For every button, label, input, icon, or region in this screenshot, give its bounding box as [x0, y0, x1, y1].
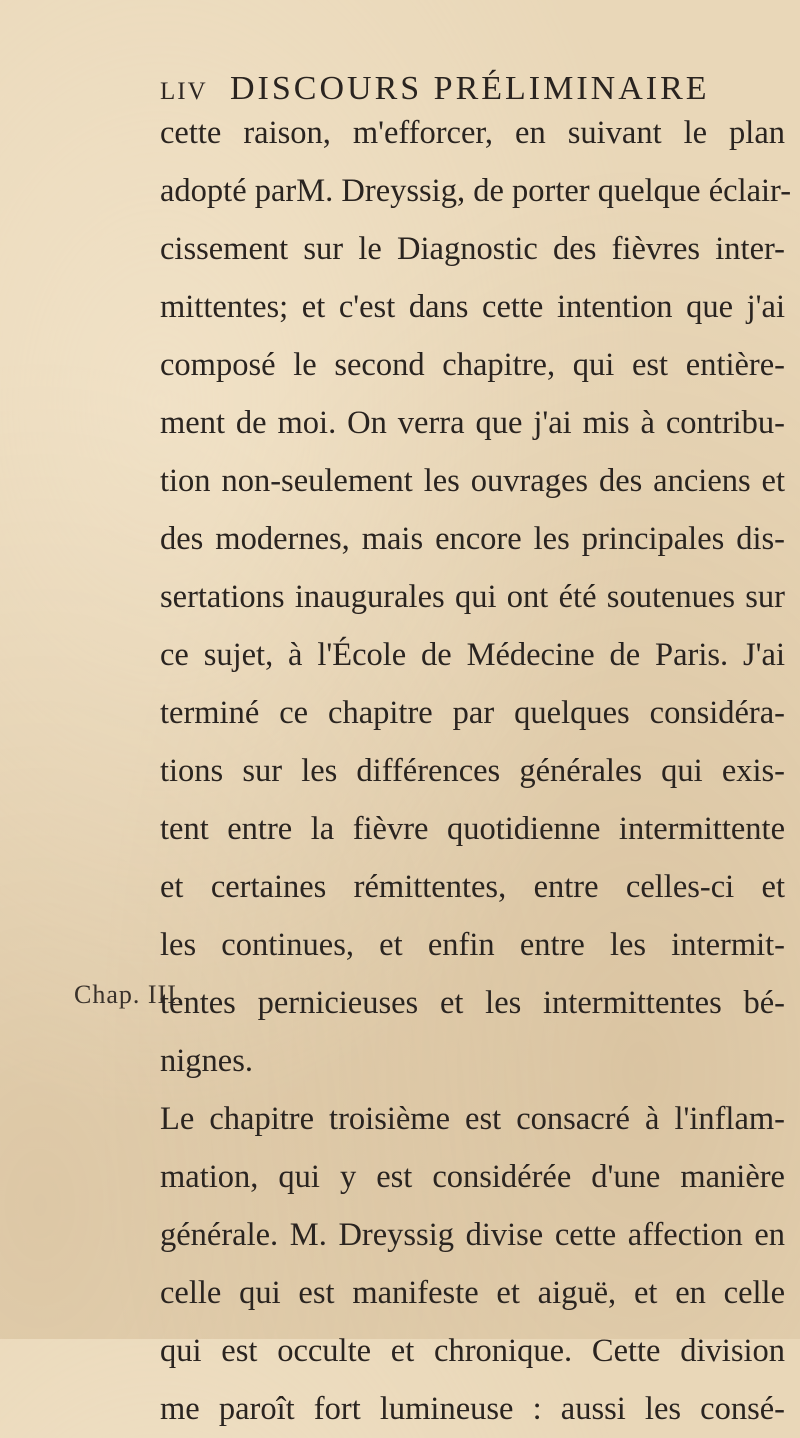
text-line: générale. M. Dreyssig divise cette affection en — [160, 1217, 785, 1253]
text-line: et certaines rémittentes, entre celles-ci et — [160, 869, 785, 905]
text-line: ment de moi. On verra que j'ai mis à contribu- — [160, 405, 785, 441]
running-title: DISCOURS PRÉLIMINAIRE — [230, 70, 710, 107]
text-line: tion non-seulement les ouvrages des anciens et — [160, 463, 785, 499]
text-line: sertations inaugurales qui ont été soutenues sur — [160, 579, 785, 615]
margin-note-chapter: Chap. III. — [74, 980, 185, 1009]
text-line: des modernes, mais encore les principales dis- — [160, 521, 785, 557]
text-line: terminé ce chapitre par quelques considéra- — [160, 695, 785, 731]
text-line: tentes pernicieuses et les intermittentes bé- — [160, 985, 785, 1021]
text-line: Le chapitre troisième est consacré à l'inflam- — [160, 1101, 785, 1137]
text-line: adopté parM. Dreyssig, de porter quelque éclair- — [160, 173, 792, 209]
page-number: LIV — [160, 78, 208, 105]
text-line: tions sur les différences générales qui exis- — [160, 753, 785, 789]
text-line: ce sujet, à l'École de Médecine de Paris. J'ai — [160, 637, 785, 673]
body-text — [160, 104, 792, 1438]
text-line: me paroît fort lumineuse : aussi les consé- — [160, 1391, 785, 1427]
text-line: qui est occulte et chronique. Cette division — [160, 1333, 785, 1369]
text-line: tent entre la fièvre quotidienne intermittente — [160, 811, 785, 847]
text-line: mittentes; et c'est dans cette intention que j'ai — [160, 289, 785, 325]
text-line: nignes. — [160, 1043, 253, 1079]
text-line: mation, qui y est considérée d'une manière — [160, 1159, 785, 1195]
text-line: composé le second chapitre, qui est entière- — [160, 347, 785, 383]
text-line: celle qui est manifeste et aiguë, et en celle — [160, 1275, 785, 1311]
text-line: cissement sur le Diagnostic des fièvres inter- — [160, 231, 785, 267]
text-line: les continues, et enfin entre les intermit- — [160, 927, 785, 963]
text-line: cette raison, m'efforcer, en suivant le plan — [160, 115, 785, 151]
